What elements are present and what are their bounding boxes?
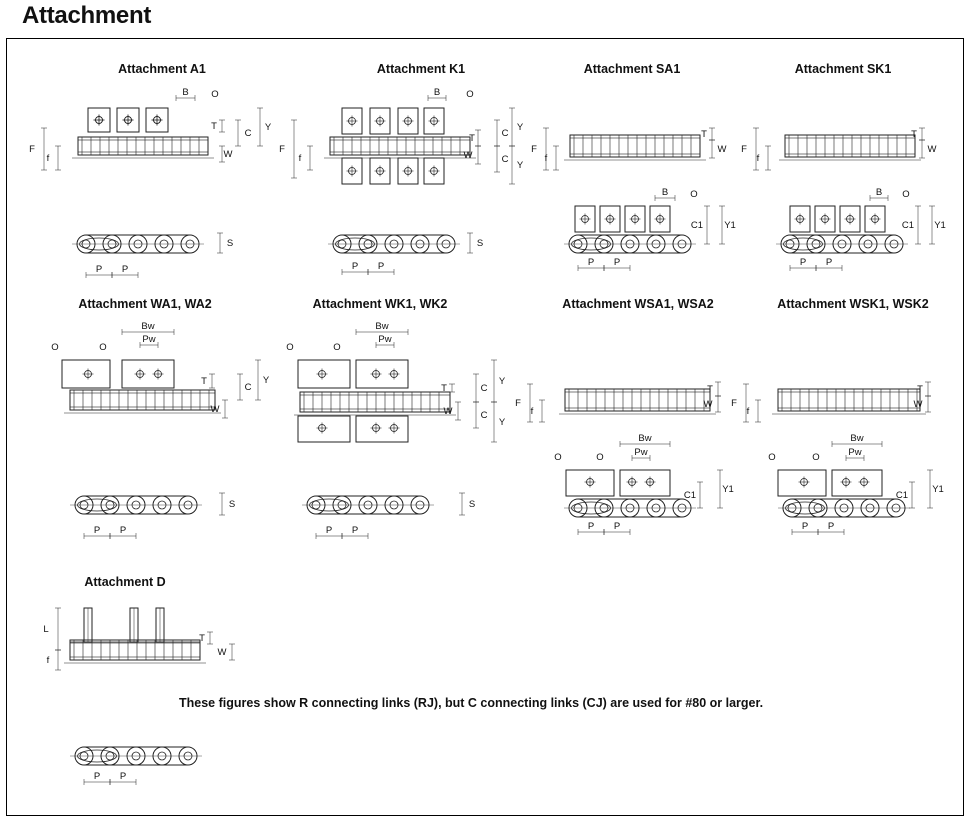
dim-label-b: B xyxy=(182,87,189,98)
dim-label-f: f xyxy=(746,406,750,417)
dim-label-o: O xyxy=(812,452,820,463)
dim-label-o: O xyxy=(51,342,59,353)
dim-label-s: S xyxy=(226,238,234,249)
dim-label-p: P xyxy=(613,257,621,268)
dim-label-t: T xyxy=(211,121,217,132)
dim-label-f: F xyxy=(515,398,521,409)
dim-label-y: Y xyxy=(262,375,270,386)
dim-label-o: O xyxy=(466,89,474,100)
dim-label-pw: Pw xyxy=(142,334,156,345)
diagram-connecting-link xyxy=(70,747,202,785)
diagram-attachment-wsa1-wsa2 xyxy=(515,382,734,535)
dim-label-f: f xyxy=(756,153,760,164)
dim-label-w: W xyxy=(927,144,937,155)
dim-label-t: T xyxy=(917,384,923,395)
dim-label-o: O xyxy=(902,189,910,200)
dim-label-f: F xyxy=(731,398,737,409)
section-title-sa1: Attachment SA1 xyxy=(583,62,681,76)
dim-label-c1: C1 xyxy=(690,220,704,231)
dim-label-t: T xyxy=(201,376,207,387)
dim-label-p: P xyxy=(801,521,809,532)
dim-label-y1: Y1 xyxy=(932,484,944,495)
dim-label-l: L xyxy=(43,624,49,635)
diagram-attachment-sa1 xyxy=(531,128,736,271)
dim-label-p: P xyxy=(825,257,833,268)
dim-label-p: P xyxy=(587,521,595,532)
dim-label-o: O xyxy=(768,452,776,463)
dim-label-p: P xyxy=(325,525,333,536)
diagram-attachment-wk1-wk2 xyxy=(286,321,506,539)
diagram-attachment-wa1-wa2 xyxy=(51,321,270,539)
dim-label-pw: Pw xyxy=(634,447,648,458)
dim-label-t: T xyxy=(199,633,205,644)
dim-label-w: W xyxy=(217,647,227,658)
section-title-sk1: Attachment SK1 xyxy=(794,62,892,76)
dim-label-o: O xyxy=(596,452,604,463)
section-title-wk1-wk2: Attachment WK1, WK2 xyxy=(312,297,448,311)
dim-label-t: T xyxy=(911,129,917,140)
dim-label-p: P xyxy=(351,261,359,272)
dim-label-b: B xyxy=(661,187,669,198)
dim-label-t: T xyxy=(701,129,707,140)
dim-label-y: Y xyxy=(498,417,506,428)
dim-label-w: W xyxy=(443,406,453,417)
dim-label-y: Y xyxy=(516,122,524,133)
dim-label-o: O xyxy=(211,89,219,100)
dim-label-w: W xyxy=(210,404,220,415)
dim-label-p: P xyxy=(613,521,621,532)
section-title-wsa1-wsa2: Attachment WSA1, WSA2 xyxy=(562,297,714,311)
dim-label-p: P xyxy=(121,264,129,275)
dim-label-p: P xyxy=(799,257,807,268)
section-title-k1: Attachment K1 xyxy=(376,62,466,76)
dim-label-p: P xyxy=(93,771,101,782)
dim-label-p: P xyxy=(119,771,127,782)
dim-label-t: T xyxy=(441,383,447,394)
dim-label-f: f xyxy=(46,655,50,666)
section-title-wsk1-wsk2: Attachment WSK1, WSK2 xyxy=(777,297,929,311)
dim-label-w: W xyxy=(717,144,727,155)
dim-label-s: S xyxy=(476,238,484,249)
section-title-a1: Attachment A1 xyxy=(118,62,206,76)
diagram-attachment-a1 xyxy=(29,87,272,278)
dim-label-o: O xyxy=(690,189,698,200)
dim-label-b: B xyxy=(875,187,883,198)
dim-label-c1: C1 xyxy=(895,490,909,501)
dim-label-s: S xyxy=(228,499,236,510)
connecting-link-note: These figures show R connecting links (RJ), but C connecting links (CJ) are used for #80 or larger. xyxy=(179,696,764,710)
dim-label-bw: Bw xyxy=(638,433,652,444)
dim-label-p: P xyxy=(351,525,359,536)
dim-label-p: P xyxy=(827,521,835,532)
dim-label-w: W xyxy=(223,149,233,160)
dim-label-y1: Y1 xyxy=(934,220,946,231)
dim-label-c: C xyxy=(244,128,252,139)
dim-label-p: P xyxy=(119,525,127,536)
dim-label-o: O xyxy=(333,342,341,353)
dim-label-bw: Bw xyxy=(141,321,155,332)
dim-label-y1: Y1 xyxy=(724,220,736,231)
dim-label-c: C xyxy=(480,410,488,421)
dim-label-b: B xyxy=(433,87,441,98)
dim-label-w: W xyxy=(703,399,713,410)
dim-label-c: C xyxy=(480,383,488,394)
diagram-attachment-d xyxy=(43,608,235,670)
dim-label-f: F xyxy=(279,144,285,155)
dim-label-c: C xyxy=(244,382,252,393)
dim-label-o: O xyxy=(99,342,107,353)
dim-label-o: O xyxy=(286,342,294,353)
dim-label-p: P xyxy=(587,257,595,268)
dim-label-p: P xyxy=(95,264,103,275)
dim-label-f: f xyxy=(46,153,50,164)
dim-label-y1: Y1 xyxy=(722,484,734,495)
dim-label-y: Y xyxy=(498,376,506,387)
dim-label-f: f xyxy=(530,406,534,417)
section-title-wa1-wa2: Attachment WA1, WA2 xyxy=(78,297,212,311)
dim-label-o: O xyxy=(554,452,562,463)
dim-label-bw: Bw xyxy=(850,433,864,444)
dim-label-f: F xyxy=(531,144,537,155)
dim-label-t: T xyxy=(469,133,475,144)
dim-label-t: T xyxy=(707,384,713,395)
dim-label-c: C xyxy=(501,154,509,165)
dim-label-w: W xyxy=(913,399,923,410)
diagram-attachment-wsk1-wsk2 xyxy=(731,382,944,535)
dim-label-pw: Pw xyxy=(848,447,862,458)
dim-label-w: W xyxy=(463,150,473,161)
dim-label-y: Y xyxy=(264,122,272,133)
section-title-d: Attachment D xyxy=(84,575,166,589)
page-title: Attachment xyxy=(22,2,152,29)
dim-label-c: C xyxy=(501,128,509,139)
dim-label-f: f xyxy=(298,153,302,164)
dim-label-p: P xyxy=(93,525,101,536)
diagram-attachment-k1 xyxy=(279,87,524,275)
dim-label-s: S xyxy=(468,499,476,510)
dim-label-c1: C1 xyxy=(683,490,697,501)
diagram-attachment-sk1 xyxy=(741,128,946,271)
dim-label-bw: Bw xyxy=(375,321,389,332)
dim-label-c1: C1 xyxy=(901,220,915,231)
dim-label-f: F xyxy=(29,144,35,155)
dim-label-y: Y xyxy=(516,160,524,171)
dim-label-p: P xyxy=(377,261,385,272)
dim-label-pw: Pw xyxy=(378,334,392,345)
dim-label-f: f xyxy=(544,153,548,164)
dim-label-f: F xyxy=(741,144,747,155)
